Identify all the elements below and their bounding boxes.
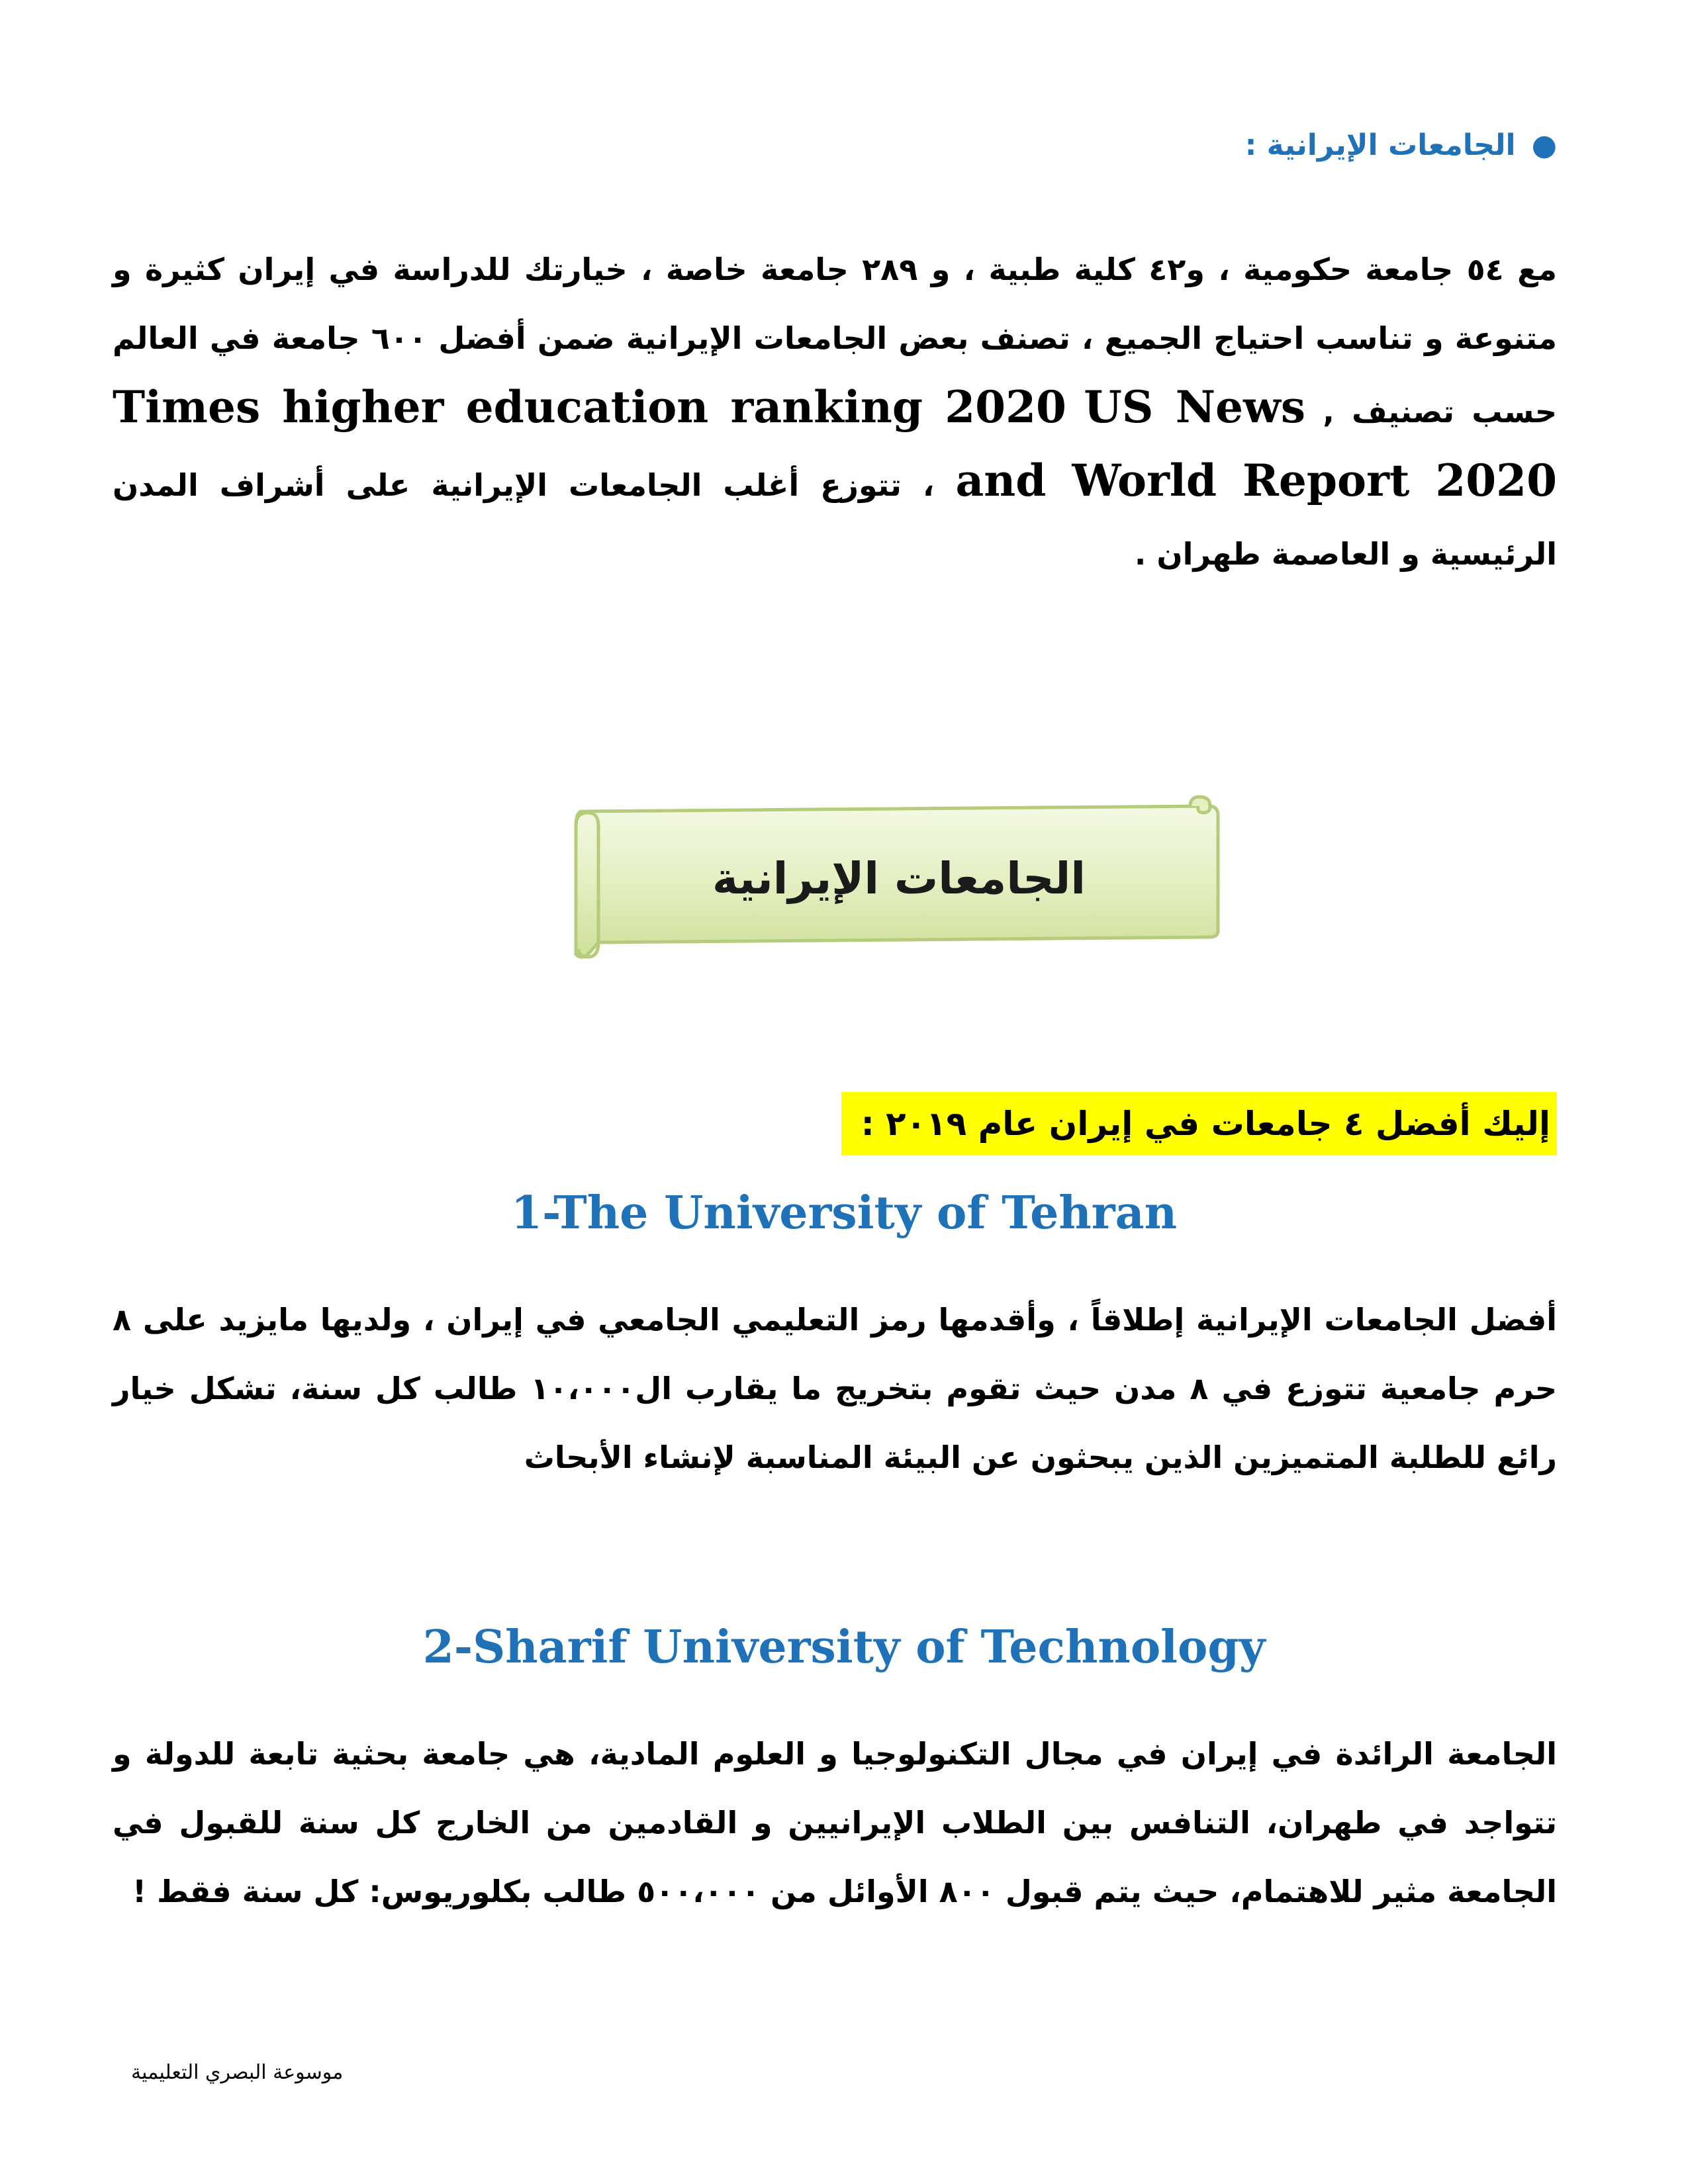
highlighted-intro: إليك أفضل ٤ جامعات في إيران عام ٢٠١٩ : (841, 1092, 1557, 1156)
university-title-2: 2-Sharif University of Technology (422, 1621, 1266, 1674)
intro-paragraph (113, 235, 1557, 588)
banner-title: الجامعات الإيرانية (712, 853, 1086, 904)
page-footer: موسوعة البصري التعليمية (131, 2061, 344, 2084)
highlight-row (841, 1092, 1557, 1156)
section-heading-text: الجامعات الإيرانية : (1244, 128, 1516, 162)
scroll-banner (561, 793, 1223, 966)
university-title-1: 1-The University of Tehran (510, 1187, 1178, 1240)
bullet-icon: ● (1531, 128, 1557, 162)
intro-ranking-2: US News and World Report 2020 (955, 381, 1558, 506)
intro-text-part-1: مع ٥٤ جامعة حكومية ، و٤٢ كلية طبية ، و ٢٨٩ جامعة خاصة ، خيارتك للدراسة في إيران كثيرة و متنوعة و تناسب احتياج الجميع ، تصنف بعض الجامعات الإيرانية ضمن أفضل ٦٠٠ جامعة في العالم حسب تصنيف , (113, 251, 1558, 430)
intro-ranking-1: Times higher education ranking 2020 (113, 381, 1066, 433)
section-heading (630, 126, 1557, 165)
university-description-2: الجامعة الرائدة في إيران في مجال التكنولوجيا و العلوم المادية، هي جامعة بحثية تابعة للدولة و تتواجد في طهران، التنافس بين الطلاب الإيرانيين و القادمين من الخارج كل سنة للقبول في الجامعة مثير للاهتمام، حيث يتم قبول ٨٠٠ الأوائل من ٥٠٠،٠٠٠ طالب بكلوريوس: كل سنة فقط ! (113, 1736, 1557, 1909)
intro-text-part-2: ، تتوزع أغلب الجامعات الإيرانية على أشراف المدن الرئيسية و العاصمة طهران . (113, 467, 1557, 572)
university-description-1: أفضل الجامعات الإيرانية إطلاقاً ، وأقدمها رمز التعليمي الجامعي في إيران ، ولديها مايزيد على ٨ حرم جامعية تتوزع في ٨ مدن حيث تقوم بتخريج ما يقارب ال١٠،٠٠٠ طالب كل سنة، تشكل خيار رائع للطلبة المتميزين الذين يبحثون عن البيئة المناسبة لإنشاء الأبحاث (113, 1302, 1557, 1475)
